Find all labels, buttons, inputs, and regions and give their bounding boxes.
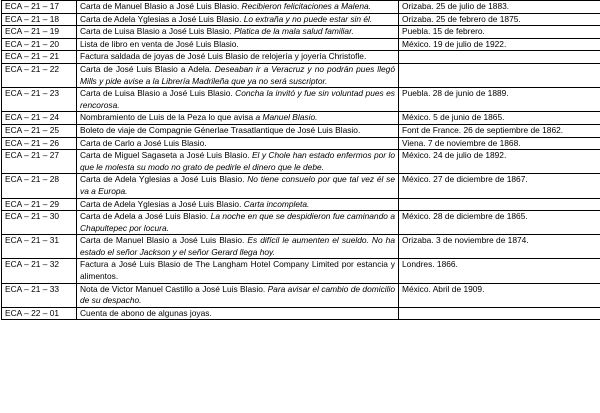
record-code: ECA – 21 – 33 [2, 283, 77, 307]
description-note: Concha la invitó y fue sin voluntad pues es rencorosa. [80, 88, 395, 110]
table-row [2, 124, 600, 137]
description-note: a Manuel Blasio. [255, 112, 318, 123]
record-description [77, 198, 399, 211]
record-code: ECA – 21 – 29 [2, 198, 77, 211]
description-text: Carta de Carlo a José Luis Blasio. [80, 137, 207, 148]
record-place-date: Orizaba. 25 de febrero de 1875. [399, 13, 600, 26]
description-text: Carta de Adela a José Luis Blasio. [80, 211, 211, 222]
description-note: Recibieron felicitaciones a Malena. [241, 1, 371, 11]
record-description [77, 211, 399, 235]
record-code: ECA – 21 – 23 [2, 88, 77, 112]
description-text: Carta de Manuel Blasio a José Luis Blasio. [80, 235, 248, 246]
record-description [77, 38, 399, 51]
table-row [2, 112, 600, 125]
description-text: Cuenta de abono de algunas joyas. [80, 307, 212, 318]
description-text: Carta de José Luis Blasio a Adela. [80, 63, 215, 74]
record-code: ECA – 21 – 30 [2, 211, 77, 235]
table-row [2, 88, 600, 112]
record-code: ECA – 21 – 26 [2, 137, 77, 150]
record-description [77, 150, 399, 174]
record-description [77, 174, 399, 198]
record-place-date [399, 63, 600, 87]
record-code: ECA – 22 – 01 [2, 307, 77, 320]
table-row [2, 259, 600, 283]
description-text: Factura saldada de joyas de José Luis Blasio de relojería y joyería Christofle. [80, 51, 367, 62]
record-code: ECA – 21 – 31 [2, 235, 77, 259]
record-place-date: Viena. 7 de noviembre de 1868. [399, 137, 600, 150]
record-place-date: Font de France. 26 de septiembre de 1862. [399, 124, 600, 137]
record-code: ECA – 21 – 22 [2, 63, 77, 87]
description-text: Carta de Miguel Sagaseta a José Luis Blasio. [80, 150, 252, 161]
record-place-date: Puebla. 28 de junio de 1889. [399, 88, 600, 112]
description-text: Nombramiento de Luis de la Peza lo que avisa [80, 112, 256, 123]
record-description [77, 283, 399, 307]
catalog-table [1, 0, 600, 320]
record-description [77, 259, 399, 283]
table-row [2, 137, 600, 150]
record-code: ECA – 21 – 32 [2, 259, 77, 283]
record-place-date: México. 27 de diciembre de 1867. [399, 174, 600, 198]
catalog-table-body [2, 1, 600, 320]
description-text: Carta de Adela Yglesias a José Luis Blasio. [80, 198, 244, 209]
record-place-date [399, 198, 600, 211]
table-row [2, 63, 600, 87]
description-text: Lista de libro en venta de José Luis Blasio. [80, 38, 239, 49]
record-description [77, 88, 399, 112]
table-row [2, 211, 600, 235]
record-code: ECA – 21 – 21 [2, 51, 77, 64]
description-note: Deseaban ir a Veracruz y no podrán pues llegó Mills y pide avise a la Librería Madrileña que ya no será suscriptor. [80, 63, 396, 86]
record-code: ECA – 21 – 28 [2, 174, 77, 198]
record-description [77, 13, 399, 26]
table-row [2, 283, 600, 307]
record-description [77, 1, 399, 14]
description-text: Factura a José Luis Blasio de The Langham Hotel Company Limited por estancia y alimentos. [80, 259, 395, 282]
record-place-date: Puebla. 15 de febrero. [399, 26, 600, 39]
record-place-date [399, 51, 600, 64]
record-code: ECA – 21 – 24 [2, 112, 77, 125]
record-description [77, 124, 399, 137]
description-note: Es difícil le aumenten el sueldo. No ha estado el señor Jackson y el señor Gerard llega hoy. [80, 235, 395, 257]
table-row [2, 150, 600, 174]
record-description [77, 26, 399, 39]
table-row [2, 307, 600, 320]
record-place-date: Orizaba. 25 de julio de 1883. [399, 1, 600, 14]
record-description [77, 235, 399, 259]
description-note: Para avisar el cambio de domicilio de su despacho. [80, 283, 396, 306]
record-description [77, 112, 399, 125]
record-code: ECA – 21 – 27 [2, 150, 77, 174]
record-code: ECA – 21 – 19 [2, 26, 77, 39]
record-code: ECA – 21 – 20 [2, 38, 77, 51]
record-code: ECA – 21 – 25 [2, 124, 77, 137]
table-row [2, 26, 600, 39]
record-description [77, 51, 399, 64]
description-note: Platica de la mala salud familiar. [234, 26, 354, 37]
record-description [77, 63, 399, 87]
table-row [2, 13, 600, 26]
description-note: Lo extraña y no puede estar sin él. [243, 13, 373, 24]
record-place-date: México. 28 de diciembre de 1865. [399, 211, 600, 235]
record-code: ECA – 21 – 17 [2, 1, 77, 14]
record-place-date: México. 19 de julio de 1922. [399, 38, 600, 51]
record-place-date: México. Abril de 1909. [399, 283, 600, 307]
description-text: Carta de Luisa Blasio a José Luis Blasio. [80, 88, 236, 99]
table-row [2, 38, 600, 51]
record-code: ECA – 21 – 18 [2, 13, 77, 26]
record-place-date [399, 307, 600, 320]
record-description [77, 307, 399, 320]
record-place-date: México. 5 de junio de 1865. [399, 112, 600, 125]
table-row [2, 1, 600, 14]
description-note: No tiene consuelo por que tal vez él se va a Europa. [80, 174, 395, 196]
table-row [2, 235, 600, 259]
description-note: La noche en que se despidieron fue caminando a Chapultepec por locura. [80, 211, 395, 233]
description-text: Carta de Adela Yglesias a José Luis Blasio. [80, 13, 244, 24]
description-text: Carta de Luisa Blasio a José Luis Blasio. [80, 26, 235, 37]
description-text: Boleto de viaje de Compagnie Génerlae Trasatlantique de José Luis Blasio. [80, 124, 361, 135]
description-text: Carta de Manuel Blasio a José Luis Blasio. [80, 1, 242, 11]
record-description [77, 137, 399, 150]
description-text: Carta de Adela Yglesias a José Luis Blasio. [80, 174, 248, 185]
description-text: Nota de Victor Manuel Castillo a José Luis Blasio. [80, 283, 268, 294]
description-note: El y Chole han estado enfermos por lo que le molesta su modo no grato de pedirle el dinero que le debe. [80, 150, 395, 172]
table-row [2, 51, 600, 64]
record-place-date: México. 24 de julio de 1892. [399, 150, 600, 174]
table-row [2, 198, 600, 211]
description-note: Carta incompleta. [243, 198, 310, 209]
record-place-date: Londres. 1866. [399, 259, 600, 283]
record-place-date: Orizaba. 3 de noviembre de 1874. [399, 235, 600, 259]
table-row [2, 174, 600, 198]
